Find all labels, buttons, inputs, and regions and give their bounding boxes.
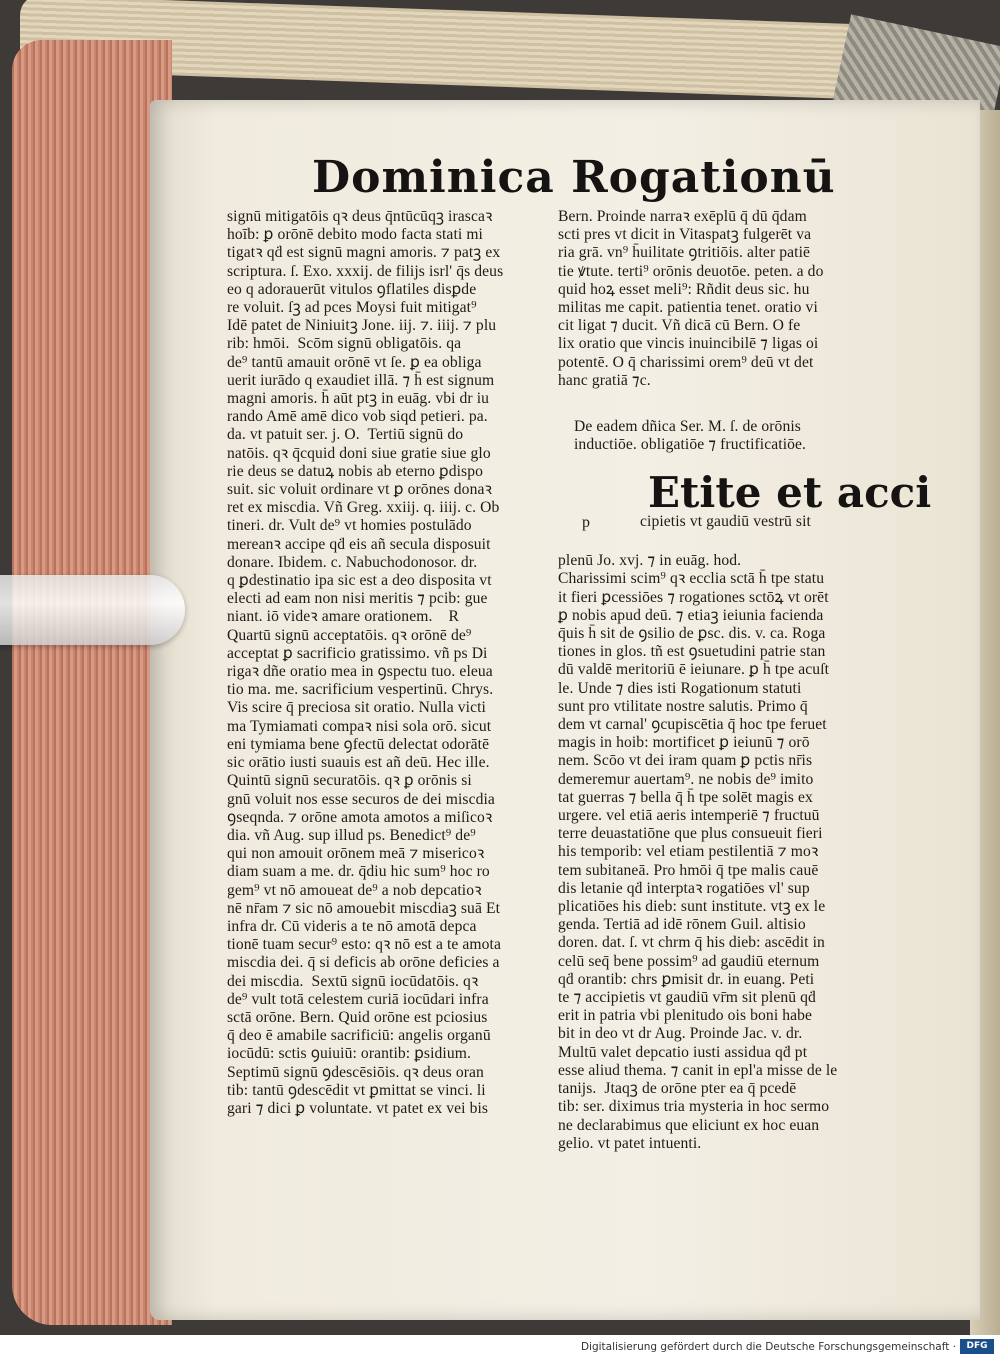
text-line: inductiōe. obligatiōe ⁊ fructificatiōe. [574,436,807,454]
text-line: gelio. vt patet intuenti. [558,1134,702,1152]
initial-word: Etite et acci [648,468,932,517]
text-line: tio ma. me. sacrificium vespertinū. Chrys. [227,681,494,699]
text-line: cit ligat ⁊ ducit. Vñ dicā cū Bern. O fe [558,317,801,335]
intro-line: cipietis vt gaudiū vestrū sit [640,513,811,530]
text-line: gem⁹ vt nō amoueat de⁹ a nob depcatioꝛ [227,881,482,899]
right-column-body-text [558,534,878,1153]
text-line: re voluit. ſꝫ ad pces Moysi fuit mitigat⁹ [227,299,477,317]
text-line: tineri. dr. Vult de⁹ vt homies postulādo [227,517,472,535]
text-line: mereanꝛ accipe qḋ eis añ secula disposuit [227,535,491,553]
text-line: tib: tantū ꝯdescēdit vt ꝑmittat se vinci. li [227,1081,486,1099]
text-line: tat guerras ⁊ bella q̄ h̄ tpe solēt magis ex [558,788,813,806]
text-line: Septimū signū ꝯdescēsiōis. qꝛ deus oran [227,1063,484,1081]
text-line: hoīb: ꝑ orōnē debito modo facta stati mi [227,226,483,244]
text-line: rigaꝛ dñe oratio mea in ꝯspectu tuo. eleua [227,663,493,681]
text-line: lix oratio que vincis inuincibilē ⁊ ligas oi [558,335,819,353]
text-line: dei miscdia. Sextū signū iocūdatōis. qꝛ [227,972,479,990]
text-line: Multū valet depcatio iusti assidua qḋ pt [558,1043,808,1061]
text-line: q̄uis h̄ sit de ꝯsilio de ꝑsc. dis. v. ca. Roga [558,625,826,643]
page-edges [12,40,172,1325]
text-line: nē nr̄am ⁊ sic nō amouebit miscdiaꝫ suā Et [227,899,501,917]
text-line: militas me capit. patientia tenet. oratio vi [558,299,818,317]
dfg-logo: DFG [960,1339,994,1354]
text-line: tem subitaneā. Pro hmōi q̄ tpe malis cauē [558,861,819,879]
text-line: suit. sic voluit ordinare vt ꝑ orōnes donaꝛ [227,481,492,499]
text-line: le. Unde ⁊ dies isti Rogationum statuti [558,679,802,697]
text-line: hanc gratiā ⁊c. [558,371,651,389]
text-line: miscdia dei. q̄ si deficis ab orōne deficies a [227,954,500,972]
text-line: tionē tuam secur⁹ esto: qꝛ nō est a te amota [227,936,502,954]
text-line: acceptat ꝑ sacrificio gratissimo. vñ ps Di [227,644,488,662]
text-line: sic orātio iusti suauis est añ deū. Hec ille. [227,754,490,772]
text-line: bit in deo vt dr Aug. Proinde Jac. v. dr. [558,1025,803,1043]
text-line: celū seq̄ bene possim⁹ ad gaudiū eternum [558,952,820,970]
text-line: sunt pro vtilitate nostre salutis. Primo q̄ [558,697,808,715]
text-line: dis letanie qḋ interptaꝛ rogatiōes vl' sup [558,879,810,897]
text-line: infra dr. Cū videris a te nō amotā depca [227,917,477,935]
text-line: ma Tymiamati compaꝛ nisi sola orō. sicut [227,717,492,735]
left-column-text [227,208,545,1118]
text-line: scti pres vt dicit in Vitaspatꝫ fulgerēt va [558,226,812,244]
text-line: tigatꝛ qḋ est signū magni amoris. ⁊ patꝫ ex [227,244,501,262]
text-line: uerit iurādo q exaudiet illā. ⁊ h̄ est signum [227,371,495,389]
text-line: natōis. qꝛ q̄cquid doni siue gratie siue glo [227,444,491,462]
initial-letter: p [582,514,590,531]
text-line: de⁹ tantū amauit orōnē vt ſe. ꝑ ea obliga [227,353,482,371]
text-line: magis in hoib: mortificet ꝑ ieiunū ⁊ orō [558,734,810,752]
right-column-top-text [558,208,878,390]
text-line: demeremur auertam⁹. ne nobis de⁹ imito [558,770,814,788]
text-line: doren. dat. ſ. vt chrm q̄ his dieb: ascēdit in [558,934,825,952]
text-line: dia. vñ Aug. sup illud ps. Benedict⁹ de⁹ [227,826,476,844]
sermon-heading [574,418,874,454]
text-line: genda. Tertiā ad idē rōnem Guil. altisio [558,916,806,934]
text-line: scriptura. ſ. Exo. xxxij. de filijs isrl' q̄s deus [227,262,504,280]
text-line: q ꝑdestinatio ipa sic est a deo disposita vt [227,572,492,590]
text-line: qḋ orantib: chrs ꝑmisit dr. in euang. Peti [558,970,815,988]
text-line: electi ad eam non nisi meritis ⁊ pcib: gue [227,590,488,608]
text-line: tib: ser. diximus tria mysteria in hoc sermo [558,1098,830,1116]
text-line: de⁹ vult totā celestem curiā iocūdari infra [227,990,489,1008]
text-line: eo q adorauerūt vitulos ꝯflatiles disꝑde [227,280,477,298]
text-line: Idē patet de Niniuitꝫ Jone. iij. ⁊. iiij. ⁊ plu [227,317,497,335]
text-line: da. vt patuit ser. j. O. Tertiū signū do [227,426,464,444]
text-line: q̄ deo ē amabile sacrificiū: angelis organū [227,1027,491,1045]
text-line: ne declarabimus que eliciunt ex hoc euan [558,1116,820,1134]
text-line: ꝯseqnda. ⁊ orōne amota amotos a miſicoꝛ [227,808,493,826]
text-line: rib: hmōi. Scōm signū obligatōis. qa [227,335,462,353]
text-line: te ⁊ accipietis vt gaudiū vr̄m sit plenū qḋ [558,989,816,1007]
text-line: sctā orōne. Bern. Quid orōne est pciosius [227,1008,488,1026]
text-line: ret ex miscdia. Vñ Greg. xxiij. q. iiij. c. Ob [227,499,500,517]
text-line: Quartū signū acceptatōis. qꝛ orōnē de⁹ [227,626,472,644]
text-line: rando Amē amē dico vob siqd petieri. pa. [227,408,488,426]
text-line: qui non amouit orōnem meā ⁊ misericoꝛ [227,845,485,863]
text-line: Quintū signū securatōis. qꝛ ꝑ orōnis si [227,772,472,790]
footer-credit: Digitalisierung gefördert durch die Deutsche Forschungsgemeinschaft · [580,1341,956,1353]
text-line: terre deuastatiōne que plus consueuit fieri [558,825,823,843]
text-line: diam suam a me. dr. q̄diu hic sum⁹ hoc ro [227,863,490,881]
text-line: tiones in glos. tñ est ꝯsuetudini patrie stan [558,643,826,661]
text-line: esse aliud thema. ⁊ canit in epl'a misse de le [558,1061,838,1079]
page-holder-finger [0,575,185,645]
text-line: magni amoris. h̄ aūt ptꝫ in euāg. vbi dr iu [227,390,490,408]
text-line: quid hoꝝ esset meli⁹: Rñdit deus sic. hu [558,280,810,298]
text-line: ꝑ nobis apud deū. ⁊ etiaꝫ ieiunia facienda [558,606,824,624]
text-line: nem. Scōo vt dei iram quam ꝑ pctis nr̄is [558,752,813,770]
text-line: Bern. Proinde narraꝛ exēplū q̄ dū q̄dam [558,208,807,225]
text-line: donare. Ibidem. c. Nabuchodonosor. dr. [227,553,478,571]
text-line: tie ꝟtute. terti⁹ orōnis deuotōe. peten. a do [558,262,824,280]
text-line: De eadem dñica Ser. M. ſ. de orōnis [574,418,801,435]
text-line: it fieri ꝑcessiōes ⁊ rogationes sctōꝝ vt orēt [558,588,829,606]
text-line: ria grā. vn⁹ h̄uilitate ꝯtritiōis. alter patiē [558,244,811,262]
text-line [558,534,878,552]
text-line: urgere. vel etiā aeris intemperiē ⁊ fructuū [558,807,820,825]
page-heading: Dominica Rogationū [312,152,836,203]
text-line: iocūdū: sctis ꝯuiuiū: orantib: ꝑsidium. [227,1045,471,1063]
text-line: gari ⁊ dici ꝑ voluntate. vt patet ex vei bis [227,1099,489,1117]
text-line: rie deus se datuꝝ nobis ab eterno ꝑdispo [227,462,484,480]
text-line: gnū voluit nos esse securos de dei miscdia [227,790,495,808]
text-line: niant. iō videꝛ amare orationem. R [227,608,459,626]
text-line: plicatiōes his dieb: sunt institute. vtꝫ ex le [558,898,826,916]
text-line: his temporib: vel etiam pestilentiā ⁊ moꝛ [558,843,819,861]
text-line: Vis scire q̄ preciosa sit oratio. Nulla victi [227,699,486,717]
text-line: eni tymiama bene ꝯfectū delectat odorātē [227,735,490,753]
text-line: dū valdē meritoriū ē ieiunare. ꝑ h̄ tpe acuſt [558,661,830,679]
text-line: Charissimi scim⁹ qꝛ ecclia sctā h̄ tpe statu [558,570,825,588]
text-line: plenū Jo. xvj. ⁊ in euāg. hod. [558,552,742,570]
text-line: erit in patria vbi plenitudo ois boni habe [558,1007,813,1025]
text-line: dem vt carnal' ꝯcupiscētia q̄ hoc tpe feruet [558,716,827,734]
text-line: signū mitigatōis qꝛ deus q̄ntūcūqꝫ irascaꝛ [227,208,493,225]
text-line: potentē. O q̄ charissimi orem⁹ deū vt det [558,353,814,371]
text-line: tanijs. Jtaqꝫ de orōne pter ea q̄ pcedē [558,1080,797,1098]
